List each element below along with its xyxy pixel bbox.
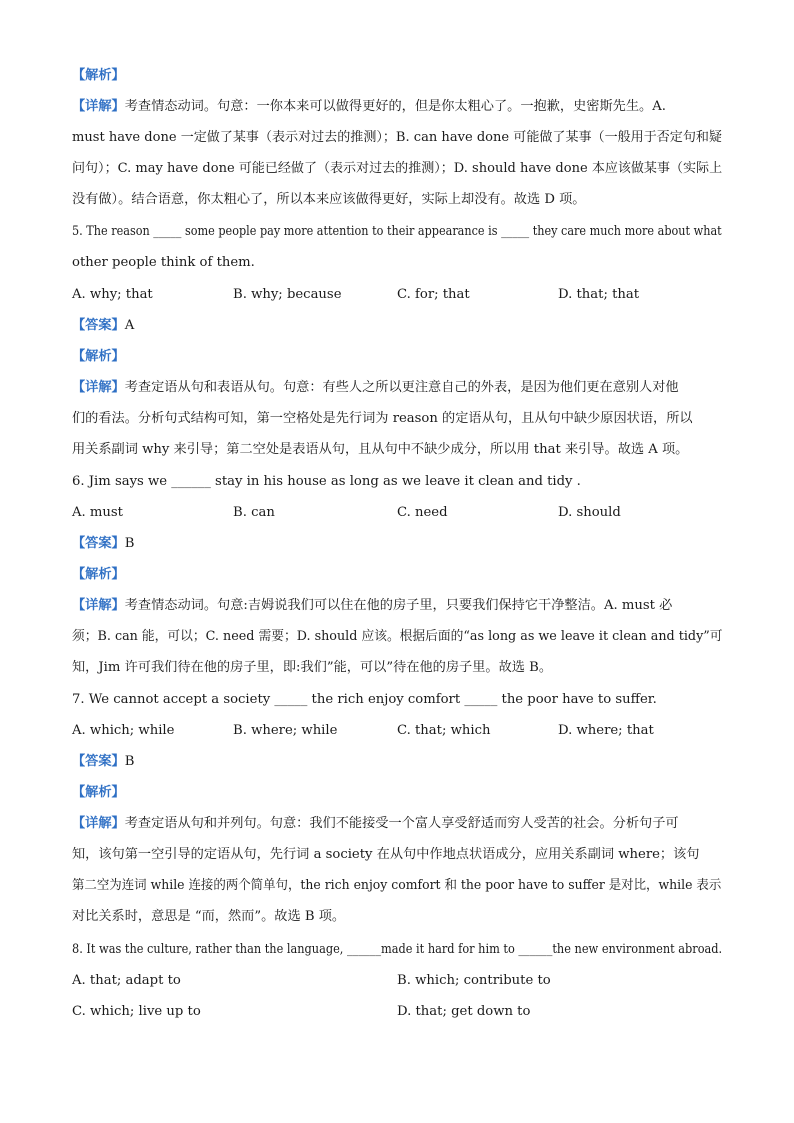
detail-paragraph-line: 须；B. can 能，可以；C. need 需要；D. should 应该。根据后面的“as long as we leave it clean and tidy”可 <box>72 629 723 644</box>
analysis-heading: 【解析】 <box>72 68 125 83</box>
option-b: B. can <box>233 505 275 520</box>
answer-line: 【答案】B <box>72 536 135 551</box>
question-stem: 8. It was the culture, rather than the language, ______made it hard for him to ______the new environment abroad. <box>72 942 723 957</box>
option-d: D. that; that <box>558 287 640 302</box>
detail-paragraph-line: 【详解】考查定语从句和表语从句。句意：有些人之所以更注意自己的外表，是因为他们更在意别人对他 <box>72 380 679 395</box>
option-d: D. should <box>558 505 621 520</box>
detail-paragraph-line: 【详解】考查情态动词。句意：一你本来可以做得更好的，但是你太粗心了。一抱歉，史密斯先生。A. <box>72 99 666 114</box>
question-stem: 5. The reason _____ some people pay more attention to their appearance is _____ they care much more about what <box>72 224 722 239</box>
detail-paragraph-line: 对比关系时，意思是 “而，然而”。故选 B 项。 <box>72 909 346 924</box>
answer-line: 【答案】A <box>72 318 135 333</box>
detail-paragraph-line: must have done 一定做了某事（表示对过去的推测）；B. can have done 可能做了某事（一般用于否定句和疑 <box>72 130 722 145</box>
option-b: B. why; because <box>233 287 342 302</box>
analysis-heading: 【解析】 <box>72 785 125 800</box>
analysis-heading: 【解析】 <box>72 349 125 364</box>
detail-paragraph-line: 们的看法。分析句式结构可知，第一空格处是先行词为 reason 的定语从句，且从句中缺少原因状语，所以 <box>72 411 693 426</box>
question-stem: 6. Jim says we ______ stay in his house as long as we leave it clean and tidy . <box>72 474 581 489</box>
option-b: B. which; contribute to <box>397 973 551 988</box>
option-a: A. that; adapt to <box>72 973 181 988</box>
option-a: A. must <box>72 505 123 520</box>
option-b: B. where; while <box>233 723 338 738</box>
option-c: C. for; that <box>397 287 470 302</box>
option-c: C. need <box>397 505 448 520</box>
detail-paragraph-line: 用关系副词 why 来引导；第二空处是表语从句，且从句中不缺少成分，所以用 that 来引导。故选 A 项。 <box>72 442 689 457</box>
detail-paragraph-line: 知，该句第一空引导的定语从句，先行词 a society 在从句中作地点状语成分，应用关系副词 where；该句 <box>72 847 700 862</box>
answer-line: 【答案】B <box>72 754 135 769</box>
option-c: C. that; which <box>397 723 491 738</box>
question-stem: other people think of them. <box>72 255 255 270</box>
detail-paragraph-line: 没有做）。结合语意，你太粗心了，所以本来应该做得更好，实际上却没有。故选 D 项。 <box>72 192 586 207</box>
detail-paragraph-line: 知，Jim 许可我们待在他的房子里，即:我们”能，可以”待在他的房子里。故选 B。 <box>72 660 553 675</box>
detail-paragraph-line: 【详解】考查定语从句和并列句。句意：我们不能接受一个富人享受舒适而穷人受苦的社会。分析句子可 <box>72 816 679 831</box>
option-d: D. that; get down to <box>397 1004 531 1019</box>
detail-paragraph-line: 第二空为连词 while 连接的两个简单句，the rich enjoy comfort 和 the poor have to suffer 是对比，while 表示 <box>72 878 722 893</box>
analysis-heading: 【解析】 <box>72 567 125 582</box>
option-a: A. why; that <box>72 287 153 302</box>
detail-paragraph-line: 【详解】考查情态动词。句意:吉姆说我们可以住在他的房子里，只要我们保持它干净整洁。A. must 必 <box>72 598 673 613</box>
option-a: A. which; while <box>72 723 175 738</box>
detail-paragraph-line: 问句）；C. may have done 可能已经做了（表示对过去的推测）；D. should have done 本应该做某事（实际上 <box>72 161 723 176</box>
option-d: D. where; that <box>558 723 654 738</box>
option-c: C. which; live up to <box>72 1004 201 1019</box>
question-stem: 7. We cannot accept a society _____ the rich enjoy comfort _____ the poor have to suffer. <box>72 692 657 707</box>
